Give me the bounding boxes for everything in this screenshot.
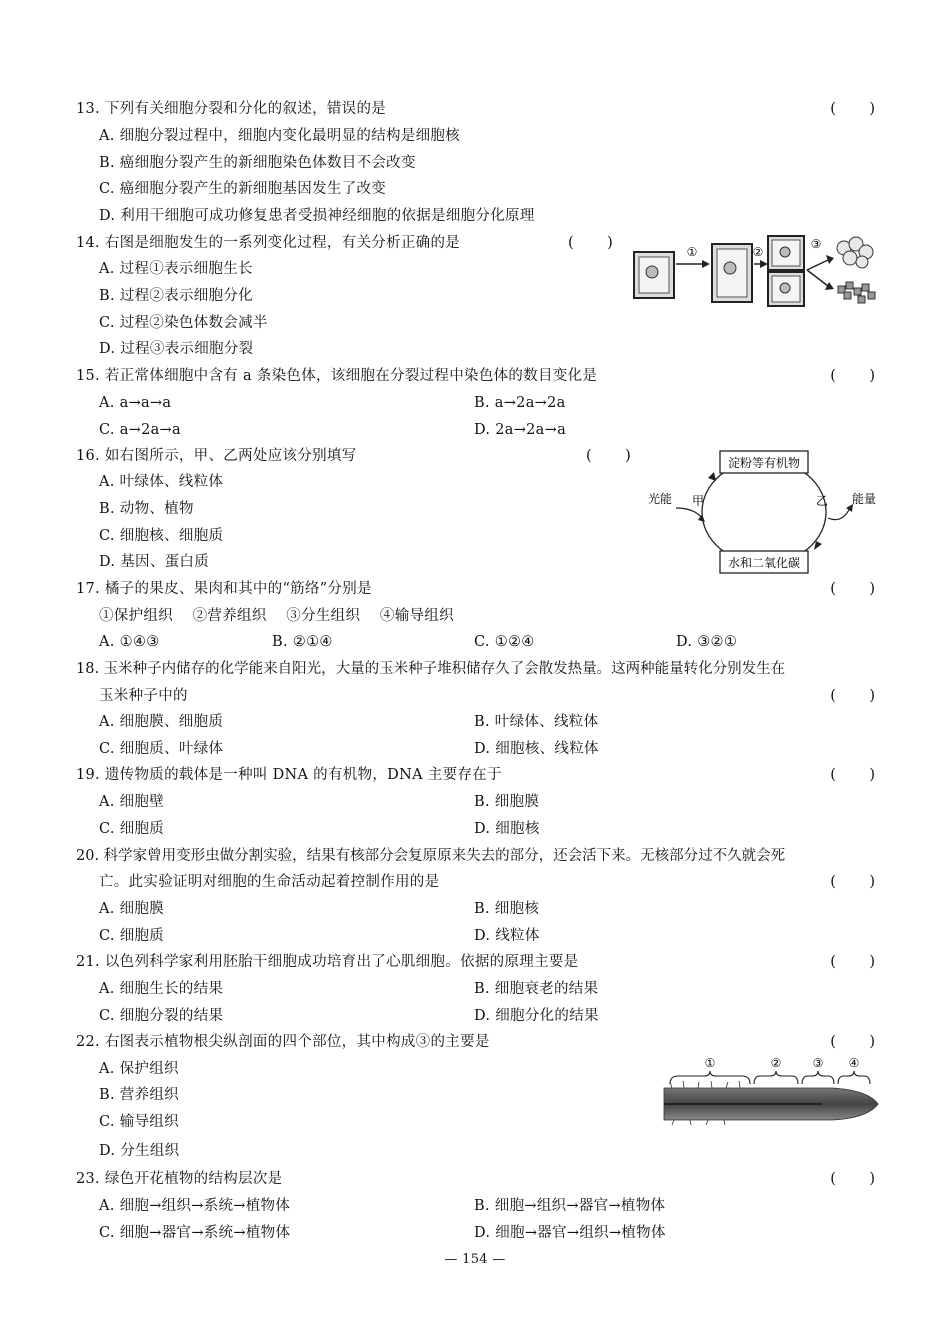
- q13-option-d: D. 利用干细胞可成功修复患者受损神经细胞的依据是细胞分化原理: [99, 208, 535, 224]
- energy-out-label: 能量: [852, 492, 877, 506]
- jia-label: 甲: [691, 494, 705, 508]
- q14-option-b: B. 过程②表示细胞分化: [99, 288, 253, 304]
- q16-option-a: A. 叶绿体、线粒体: [99, 474, 224, 490]
- q20-option-d: D. 线粒体: [474, 928, 540, 944]
- q18-option-c: C. 细胞质、叶绿体: [99, 741, 224, 757]
- q15-answer-blank[interactable]: ( ): [830, 368, 878, 384]
- q17-option-b: B. ②①④: [272, 634, 333, 650]
- q19-option-d: D. 细胞核: [474, 821, 540, 837]
- q15-stem: 15. 若正常体细胞中含有 a 条染色体，该细胞在分裂过程中染色体的数目变化是: [76, 368, 598, 384]
- q22-stem: 22. 右图表示植物根尖纵剖面的四个部位，其中构成③的主要是: [76, 1034, 490, 1050]
- yi-label: 乙: [815, 494, 829, 508]
- q21-answer-blank[interactable]: ( ): [830, 954, 878, 970]
- q17-tissue-list: ①保护组织 ②营养组织 ③分生组织 ④输导组织: [99, 608, 454, 624]
- q15-option-d: D. 2a→2a→a: [474, 422, 567, 438]
- q14-stem: 14. 右图是细胞发生的一系列变化过程，有关分析正确的是: [76, 235, 461, 251]
- root-label-3: ③: [812, 1056, 824, 1070]
- q23-answer-blank[interactable]: ( ): [830, 1171, 878, 1187]
- q23-stem: 23. 绿色开花植物的结构层次是: [76, 1171, 283, 1187]
- cycle-bottom-box: 水和二氧化碳: [727, 556, 801, 570]
- q13-option-b: B. 癌细胞分裂产生的新细胞染色体数目不会改变: [99, 155, 416, 171]
- q13-option-c: C. 癌细胞分裂产生的新细胞基因发生了改变: [99, 181, 387, 197]
- q21-option-c: C. 细胞分裂的结果: [99, 1008, 224, 1024]
- q17-stem: 17. 橘子的果皮、果肉和其中的“筋络”分别是: [76, 581, 372, 597]
- q20-option-c: C. 细胞质: [99, 928, 165, 944]
- q15-option-c: C. a→2a→a: [99, 422, 181, 438]
- q17-option-a: A. ①④③: [99, 634, 160, 650]
- q18-stem-line2: 玉米种子中的: [99, 688, 188, 704]
- q13-answer-blank[interactable]: ( ): [830, 101, 878, 117]
- root-tip-figure: [662, 1054, 880, 1126]
- q22-option-a: A. 保护组织: [99, 1061, 179, 1077]
- q22-option-d: D. 分生组织: [99, 1143, 180, 1159]
- cycle-top-box: 淀粉等有机物: [727, 456, 801, 470]
- q14-option-d: D. 过程③表示细胞分裂: [99, 341, 254, 357]
- q18-option-a: A. 细胞膜、细胞质: [99, 714, 224, 730]
- q18-answer-blank[interactable]: ( ): [830, 688, 878, 704]
- step-2-label: ②: [752, 245, 764, 259]
- q13-option-a: A. 细胞分裂过程中，细胞内变化最明显的结构是细胞核: [99, 128, 460, 144]
- q19-option-b: B. 细胞膜: [474, 794, 540, 810]
- q20-option-a: A. 细胞膜: [99, 901, 164, 917]
- q23-option-a: A. 细胞→组织→系统→植物体: [99, 1198, 291, 1214]
- q16-answer-blank[interactable]: ( ): [586, 448, 634, 464]
- q18-option-d: D. 细胞核、线粒体: [474, 741, 599, 757]
- q15-option-a: A. a→a→a: [99, 395, 172, 411]
- root-label-4: ④: [848, 1056, 860, 1070]
- q21-stem: 21. 以色列科学家利用胚胎干细胞成功培育出了心肌细胞。依据的原理主要是: [76, 954, 579, 970]
- q17-option-d: D. ③②①: [676, 634, 738, 650]
- page-number: — 154 —: [444, 1252, 506, 1267]
- q16-option-d: D. 基因、蛋白质: [99, 554, 210, 570]
- q14-option-c: C. 过程②染色体数会减半: [99, 315, 268, 331]
- q21-option-d: D. 细胞分化的结果: [474, 1008, 599, 1024]
- q17-option-c: C. ①②④: [474, 634, 535, 650]
- root-label-1: ①: [704, 1056, 716, 1070]
- q20-answer-blank[interactable]: ( ): [830, 874, 878, 890]
- root-label-2: ②: [770, 1056, 782, 1070]
- q16-option-b: B. 动物、植物: [99, 501, 194, 517]
- q14-answer-blank[interactable]: ( ): [568, 235, 616, 251]
- energy-cycle-diagram: [646, 448, 882, 576]
- q22-option-b: B. 营养组织: [99, 1087, 179, 1103]
- q19-option-c: C. 细胞质: [99, 821, 165, 837]
- q23-option-b: B. 细胞→组织→器官→植物体: [474, 1198, 666, 1214]
- q16-stem: 16. 如右图所示，甲、乙两处应该分别填写: [76, 448, 357, 464]
- light-energy-label: 光能: [648, 492, 673, 506]
- q21-option-a: A. 细胞生长的结果: [99, 981, 224, 997]
- q20-option-b: B. 细胞核: [474, 901, 540, 917]
- q14-option-a: A. 过程①表示细胞生长: [99, 261, 253, 277]
- q22-option-c: C. 输导组织: [99, 1114, 179, 1130]
- q17-answer-blank[interactable]: ( ): [830, 581, 878, 597]
- q18-stem-line1: 18. 玉米种子内储存的化学能来自阳光，大量的玉米种子堆积储存久了会散发热量。这两种能量转化分别发生在: [76, 661, 786, 677]
- step-1-label: ①: [686, 245, 698, 259]
- q19-option-a: A. 细胞壁: [99, 794, 164, 810]
- q23-option-c: C. 细胞→器官→系统→植物体: [99, 1225, 291, 1241]
- cell-change-figure: [632, 234, 880, 310]
- q15-option-b: B. a→2a→2a: [474, 395, 566, 411]
- q22-answer-blank[interactable]: ( ): [830, 1034, 878, 1050]
- q18-option-b: B. 叶绿体、线粒体: [474, 714, 599, 730]
- q19-stem: 19. 遗传物质的载体是一种叫 DNA 的有机物，DNA 主要存在于: [76, 767, 502, 783]
- q20-stem-line2: 亡。此实验证明对细胞的生命活动起着控制作用的是: [99, 874, 440, 890]
- q23-option-d: D. 细胞→器官→组织→植物体: [474, 1225, 666, 1241]
- q13-stem: 13. 下列有关细胞分裂和分化的叙述，错误的是: [76, 101, 387, 117]
- q16-option-c: C. 细胞核、细胞质: [99, 528, 224, 544]
- q19-answer-blank[interactable]: ( ): [830, 767, 878, 783]
- q21-option-b: B. 细胞衰老的结果: [474, 981, 599, 997]
- q20-stem-line1: 20. 科学家曾用变形虫做分割实验，结果有核部分会复原原来失去的部分，还会活下来。无核部分过不久就会死: [76, 848, 786, 864]
- step-3-label: ③: [810, 237, 822, 251]
